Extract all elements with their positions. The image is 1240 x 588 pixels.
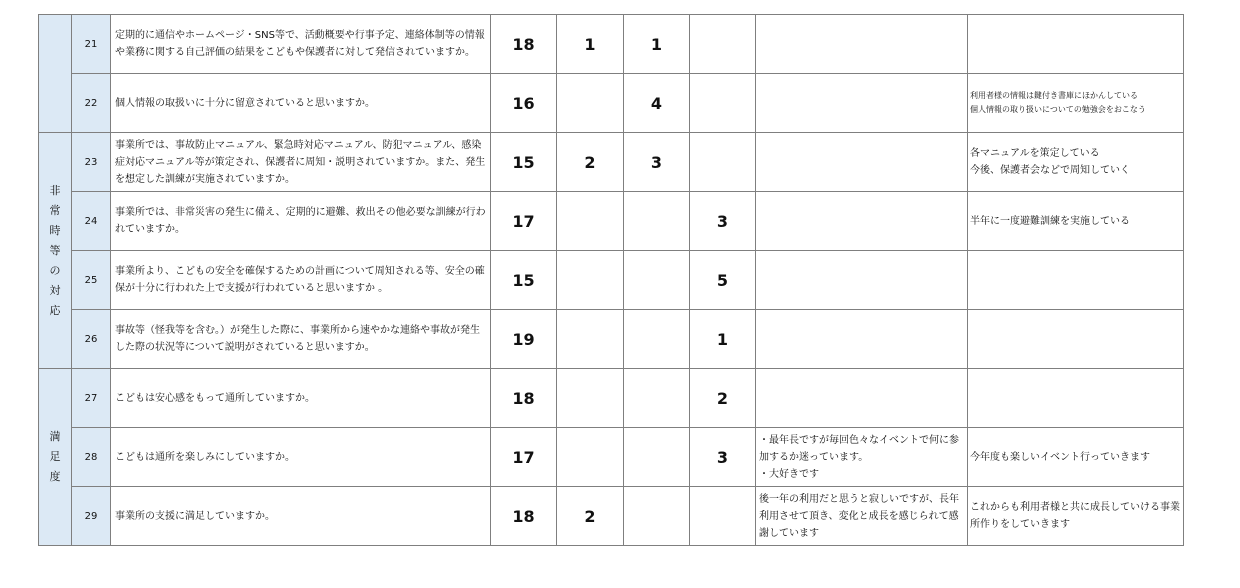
count-unknown: 5 [690, 251, 756, 310]
facility-response: 今年度も楽しいイベント行っていきます [968, 428, 1184, 487]
question-text: 事業所より、こどもの安全を確保するための計画について周知される等、安全の確保が十分に行われた上で支援が行われていると思いますか 。 [111, 251, 491, 310]
count-yes: 19 [491, 310, 557, 369]
facility-response: 各マニュアルを策定している 今後、保護者会などで周知していく [968, 133, 1184, 192]
table-row [39, 487, 1184, 546]
question-number: 21 [72, 15, 111, 74]
guardian-comment [756, 15, 968, 74]
question-number: 24 [72, 192, 111, 251]
count-yes: 18 [491, 15, 557, 74]
count-yes: 18 [491, 487, 557, 546]
count-neutral: 1 [557, 15, 624, 74]
question-text: 事故等（怪我等を含む。）が発生した際に、事業所から速やかな連絡や事故が発生した際の状況等について説明がされていると思いますか。 [111, 310, 491, 369]
guardian-comment [756, 251, 968, 310]
count-yes: 18 [491, 369, 557, 428]
facility-response [968, 251, 1184, 310]
count-unknown [690, 133, 756, 192]
count-yes: 16 [491, 74, 557, 133]
question-number: 23 [72, 133, 111, 192]
section-cell-previous [39, 15, 72, 133]
count-no [624, 487, 690, 546]
facility-response: 半年に一度避難訓練を実施している [968, 192, 1184, 251]
count-neutral [557, 251, 624, 310]
count-no [624, 428, 690, 487]
count-yes: 17 [491, 428, 557, 487]
table-row [39, 15, 1184, 74]
count-neutral: 2 [557, 133, 624, 192]
count-no [624, 310, 690, 369]
count-neutral: 2 [557, 487, 624, 546]
table-row [39, 133, 1184, 192]
count-unknown [690, 487, 756, 546]
section-label-emergency: 非常時等の対応 [39, 133, 72, 369]
question-number: 27 [72, 369, 111, 428]
table-row [39, 369, 1184, 428]
count-yes: 15 [491, 133, 557, 192]
question-number: 26 [72, 310, 111, 369]
guardian-comment [756, 369, 968, 428]
count-unknown [690, 15, 756, 74]
facility-response [968, 310, 1184, 369]
count-unknown: 2 [690, 369, 756, 428]
count-yes: 17 [491, 192, 557, 251]
facility-response: これからも利用者様と共に成長していける事業所作りをしていきます [968, 487, 1184, 546]
table-row [39, 428, 1184, 487]
count-unknown [690, 74, 756, 133]
count-no: 4 [624, 74, 690, 133]
guardian-comment [756, 74, 968, 133]
table-row [39, 74, 1184, 133]
count-neutral [557, 74, 624, 133]
table-row [39, 251, 1184, 310]
count-neutral [557, 192, 624, 251]
count-yes: 15 [491, 251, 557, 310]
count-no [624, 369, 690, 428]
guardian-comment: ・最年長ですが毎回色々なイベントで何に参加するか迷っています。 ・大好きです [756, 428, 968, 487]
facility-response: 利用者様の情報は鍵付き書庫にほかんしている 個人情報の取り扱いについての勉強会をおこなう [968, 74, 1184, 133]
question-text: 事業所では、事故防止マニュアル、緊急時対応マニュアル、防犯マニュアル、感染症対応マニュアル等が策定され、保護者に周知・説明されていますか。また、発生を想定した訓練が実施されていますか。 [111, 133, 491, 192]
question-text: こどもは安心感をもって通所していますか。 [111, 369, 491, 428]
count-no: 3 [624, 133, 690, 192]
table-row [39, 192, 1184, 251]
count-no [624, 192, 690, 251]
guardian-comment [756, 192, 968, 251]
question-text: 事業所の支援に満足していますか。 [111, 487, 491, 546]
question-number: 28 [72, 428, 111, 487]
table-row [39, 310, 1184, 369]
question-text: 定期的に通信やホームページ・SNS等で、活動概要や行事予定、連絡体制等の情報や業務に関する自己評価の結果をこどもや保護者に対して発信されていますか。 [111, 15, 491, 74]
count-neutral [557, 428, 624, 487]
count-no: 1 [624, 15, 690, 74]
facility-response [968, 369, 1184, 428]
count-neutral [557, 369, 624, 428]
guardian-comment [756, 133, 968, 192]
count-unknown: 3 [690, 192, 756, 251]
question-number: 25 [72, 251, 111, 310]
guardian-comment: 後一年の利用だと思うと寂しいですが、長年利用させて頂き、変化と成長を感じられて感謝しています [756, 487, 968, 546]
question-number: 22 [72, 74, 111, 133]
count-neutral [557, 310, 624, 369]
question-text: 個人情報の取扱いに十分に留意されていると思いますか。 [111, 74, 491, 133]
count-unknown: 3 [690, 428, 756, 487]
facility-response [968, 15, 1184, 74]
count-unknown: 1 [690, 310, 756, 369]
guardian-comment [756, 310, 968, 369]
count-no [624, 251, 690, 310]
question-number: 29 [72, 487, 111, 546]
survey-table [38, 14, 1184, 546]
question-text: こどもは通所を楽しみにしていますか。 [111, 428, 491, 487]
section-label-satisfaction: 満足度 [39, 369, 72, 546]
question-text: 事業所では、非常災害の発生に備え、定期的に避難、救出その他必要な訓練が行われていますか。 [111, 192, 491, 251]
